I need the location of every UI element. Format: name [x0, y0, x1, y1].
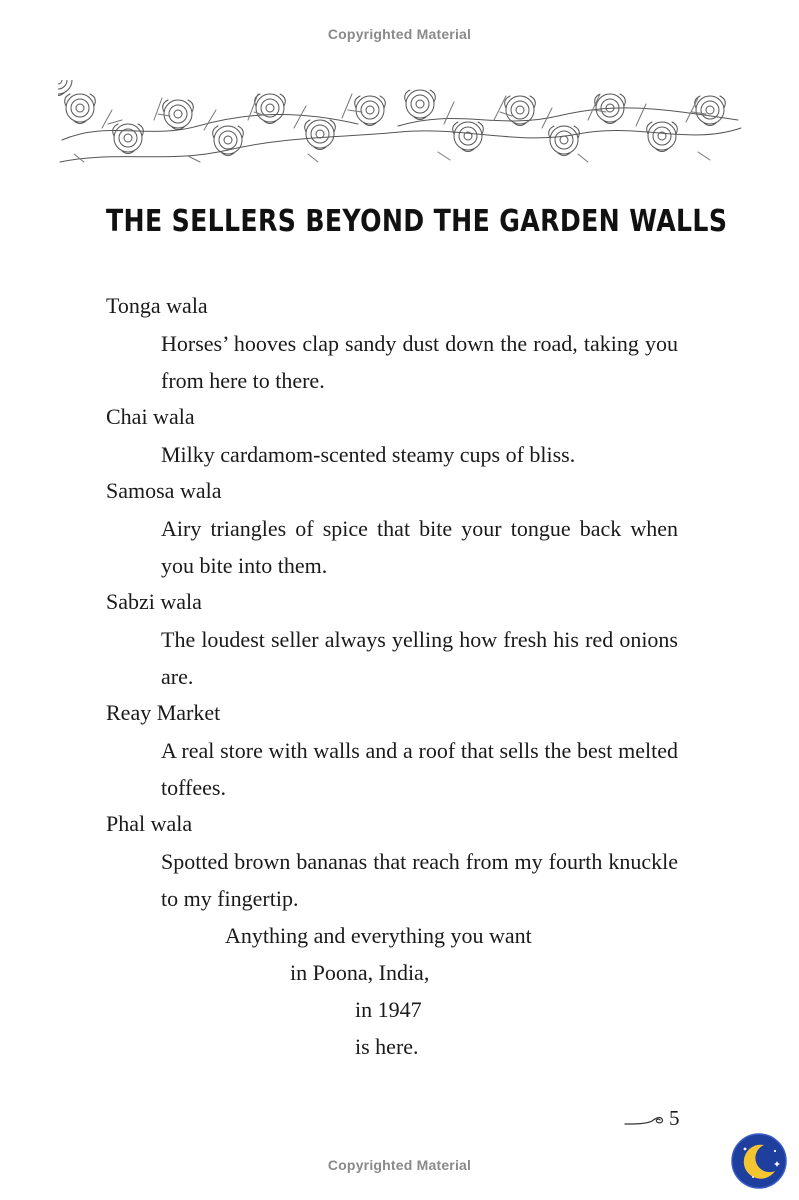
entry-name: Chai wala [106, 404, 195, 429]
entry-name: Reay Market [106, 700, 221, 725]
swirl-ornament-icon [624, 1112, 666, 1128]
closing-line: in Poona, India, [290, 960, 430, 985]
entry-name: Tonga wala [106, 293, 208, 318]
page-title: THE SELLERS BEYOND THE GARDEN WALLS [106, 204, 728, 239]
entry-description: The loudest seller always yelling how fresh his red onions are. [161, 627, 678, 689]
entry-description: Milky cardamom-scented steamy cups of bliss. [161, 442, 576, 467]
entry-description: Horses’ hooves clap sandy dust down the road, taking you from here to there. [161, 331, 678, 393]
entry-name: Phal wala [106, 811, 193, 836]
copyright-footer: Copyrighted Material [327, 1157, 472, 1173]
moon-stars-icon[interactable] [731, 1133, 787, 1189]
closing-line: is here. [355, 1034, 419, 1059]
page-number-value: 5 [669, 1106, 680, 1130]
closing-line: Anything and everything you want [225, 923, 532, 948]
floral-border-icon [58, 80, 743, 176]
entry-name: Samosa wala [106, 478, 222, 503]
copyright-header: Copyrighted Material [327, 26, 472, 42]
entry-description: Airy triangles of spice that bite your tongue back when you bite into them. [161, 516, 678, 578]
entry-name: Sabzi wala [106, 589, 202, 614]
closing-line: in 1947 [355, 997, 422, 1022]
entry-description: Spotted brown bananas that reach from my fourth knuckle to my fingertip. [161, 849, 678, 911]
page-number [624, 1106, 684, 1134]
entry-description: A real store with walls and a roof that sells the best melted toffees. [161, 738, 678, 800]
